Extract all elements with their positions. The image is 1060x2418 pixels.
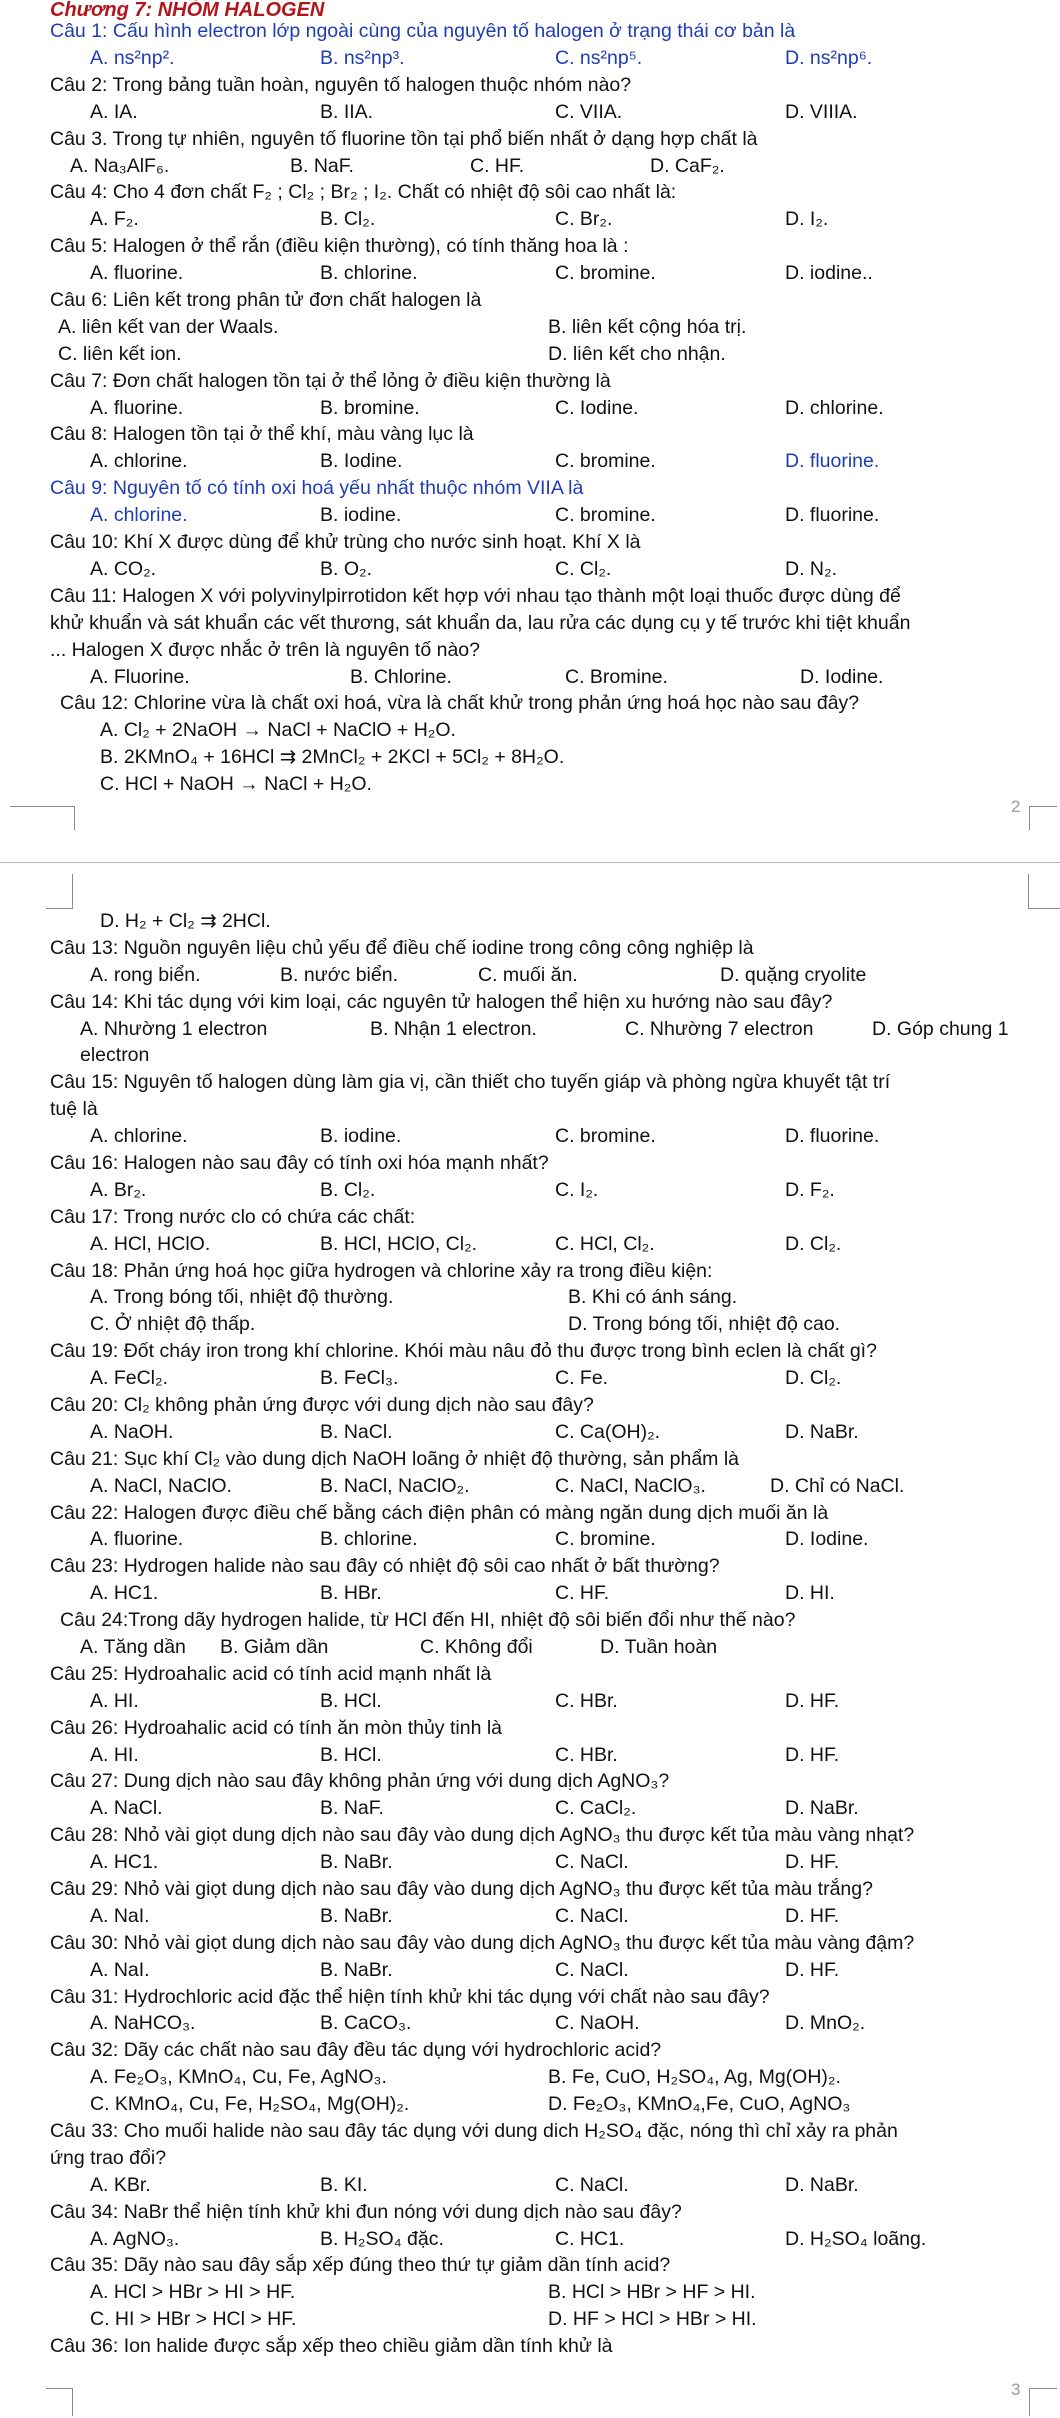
answer-option: D. chlorine. [785, 396, 884, 419]
answer-option: A. NaOH. [90, 1420, 174, 1443]
answer-option: B. CaCO₃. [320, 2012, 412, 2035]
question-stem: Câu 5: Halogen ở thể rắn (điều kiện thường), có tính thăng hoa là : [50, 235, 629, 258]
question-text: tuệ là [50, 1098, 98, 1121]
question-stem: Câu 30: Nhỏ vài giọt dung dịch nào sau đây vào dung dịch AgNO₃ thu được kết tủa màu vàng đậm? [50, 1931, 915, 1954]
question-stem: Câu 21: Sục khí Cl₂ vào dung dịch NaOH loãng ở nhiệt độ thường, sản phẩm là [50, 1447, 740, 1470]
answer-option: C. HBr. [555, 1743, 618, 1766]
answer-option: B. HCl. [320, 1689, 382, 1712]
answer-option: C. NaCl, NaClO₃. [555, 1474, 706, 1497]
answer-option: B. IIA. [320, 100, 374, 123]
answer-option: C. I₂. [555, 1178, 599, 1201]
answer-option: A. Na₃AlF₆. [70, 154, 170, 177]
answer-option: B. Chlorine. [350, 665, 452, 688]
question-stem: Câu 20: Cl₂ không phản ứng được với dung dịch nào sau đây? [50, 1394, 594, 1416]
answer-option: B. Fe, CuO, H₂SO₄, Ag, Mg(OH)₂. [548, 2066, 841, 2089]
answer-option: B. liên kết cộng hóa trị. [548, 315, 747, 338]
answer-option: C. NaCl. [555, 1904, 629, 1927]
answer-option: B. nước biển. [280, 963, 398, 986]
question-stem: Câu 19: Đốt cháy iron trong khí chlorine. Khói màu nâu đỏ thu được trong bình eclen là chất gì? [50, 1340, 877, 1363]
question-stem: Câu 33: Cho muối halide nào sau đây tác dụng với dung dich H₂SO₄ đặc, nóng thì chỉ xảy ra phản [50, 2120, 898, 2142]
question-stem: Câu 16: Halogen nào sau đây có tính oxi hóa mạnh nhất? [50, 1152, 549, 1174]
answer-option: C. HF. [555, 1582, 610, 1605]
answer-option: B. Khi có ánh sáng. [568, 1286, 738, 1309]
answer-option: B. H₂SO₄ đặc. [320, 2227, 444, 2250]
question-stem: Câu 28: Nhỏ vài giọt dung dịch nào sau đây vào dung dịch AgNO₃ thu được kết tủa màu vàng nhạt? [50, 1824, 915, 1847]
question-stem: Câu 6: Liên kết trong phân tử đơn chất halogen là [50, 289, 482, 311]
question-stem: Câu 26: Hydroahalic acid có tính ăn mòn thủy tinh là [50, 1716, 503, 1739]
answer-option: D. F₂. [785, 1178, 835, 1201]
answer-option: A. Fluorine. [90, 665, 190, 688]
answer-option: A. HI. [90, 1743, 139, 1766]
answer-option: B. KI. [320, 2173, 368, 2196]
answer-option: D. fluorine. [785, 450, 880, 473]
answer-option: A. NaI. [90, 1958, 150, 1981]
answer-option: C. Ca(OH)₂. [555, 1420, 661, 1443]
answer-option: B. NaF. [320, 1797, 384, 1820]
answer-option: D. Iodine. [800, 665, 884, 688]
answer-option: A. Tăng dần [80, 1636, 186, 1658]
question-stem: Câu 3. Trong tự nhiên, nguyên tố fluorine tồn tại phổ biến nhất ở dạng hợp chất là [50, 127, 758, 150]
question-text: ứng trao đổi? [50, 2146, 167, 2169]
question-stem: Câu 18: Phản ứng hoá học giữa hydrogen và chlorine xảy ra trong điều kiện: [50, 1259, 713, 1282]
page-number: 3 [1011, 2380, 1021, 2399]
answer-option: B. NaCl. [320, 1420, 393, 1443]
answer-option: C. bromine. [555, 450, 656, 473]
answer-option: D. HF. [785, 1851, 840, 1874]
question-stem: Câu 32: Dãy các chất nào sau đây đều tác dụng với hydrochloric acid? [50, 2039, 662, 2062]
answer-option: B. ns²np³. [320, 46, 405, 69]
page-corner-tick [1029, 806, 1030, 830]
answer-option: B. NaBr. [320, 1958, 393, 1981]
answer-option: B. NaF. [290, 154, 354, 177]
answer-option: D. VIIIA. [785, 100, 858, 123]
answer-option: B. Cl₂. [320, 1178, 376, 1201]
answer-option: A. ns²np². [90, 46, 175, 69]
answer-option: A. fluorine. [90, 262, 184, 285]
page-number: 2 [1011, 797, 1021, 816]
answer-option: A. HC1. [90, 1851, 159, 1874]
answer-option: C. NaCl. [555, 2173, 629, 2196]
answer-option: A. HCl, HClO. [90, 1232, 211, 1255]
answer-option: A. F₂. [90, 208, 139, 231]
answer-option: C. Fe. [555, 1367, 609, 1390]
answer-option: C. KMnO₄, Cu, Fe, H₂SO₄, Mg(OH)₂. [90, 2093, 410, 2116]
question-stem: Câu 2: Trong bảng tuần hoàn, nguyên tố halogen thuộc nhóm nào? [50, 73, 632, 96]
answer-option: C. NaOH. [555, 2012, 640, 2035]
answer-option: C. CaCl₂. [555, 1797, 637, 1820]
question-text: C. HCl + NaOH → NaCl + H₂O. [100, 773, 372, 796]
page-corner-tick [1029, 2388, 1030, 2416]
question-stem: Câu 27: Dung dịch nào sau đây không phản ứng với dung dịch AgNO₃? [50, 1770, 670, 1793]
question-stem: Câu 14: Khi tác dụng với kim loại, các nguyên tử halogen thể hiện xu hướng nào sau đây? [50, 990, 833, 1013]
answer-option: C. bromine. [555, 1125, 656, 1148]
question-stem: Câu 24:Trong dãy hydrogen halide, từ HCl đến HI, nhiệt độ sôi biến đổi như thế nào? [60, 1609, 796, 1632]
answer-option: D. NaBr. [785, 1797, 859, 1820]
answer-option: D. ns²np⁶. [785, 46, 873, 69]
page-corner-rule [1028, 908, 1060, 909]
question-text: khử khuẩn và sát khuẩn các vết thương, sát khuẩn da, lau rửa các dụng cụ y tế trước khi tiệt khuẩn [50, 611, 911, 634]
answer-option: A. liên kết van der Waals. [58, 315, 279, 338]
answer-option: D. H₂SO₄ loãng. [785, 2227, 927, 2250]
question-stem: Câu 8: Halogen tồn tại ở thể khí, màu vàng lục là [50, 423, 474, 446]
answer-option: B. O₂. [320, 557, 372, 580]
answer-option: D. Cl₂. [785, 1232, 842, 1255]
answer-option: D. N₂. [785, 557, 837, 580]
answer-option: C. ns²np⁵. [555, 46, 643, 69]
answer-option: A. HI. [90, 1689, 139, 1712]
answer-option: D. iodine.. [785, 262, 873, 285]
answer-option: D. Góp chung 1 [872, 1017, 1009, 1040]
answer-option: A. Fe₂O₃, KMnO₄, Cu, Fe, AgNO₃. [90, 2066, 387, 2089]
question-stem: Câu 34: NaBr thể hiện tính khử khi đun nóng với dung dịch nào sau đây? [50, 2200, 682, 2223]
answer-option: B. Iodine. [320, 450, 403, 473]
answer-option: C. bromine. [555, 1528, 656, 1551]
answer-option: B. iodine. [320, 1125, 402, 1148]
answer-option: D. Tuần hoàn [600, 1636, 718, 1658]
question-stem: Câu 31: Hydrochloric acid đặc thể hiện tính khử khi tác dụng với chất nào sau đây? [50, 1985, 770, 2008]
question-stem: Câu 22: Halogen được điều chế bằng cách điện phân có màng ngăn dung dịch muối ăn là [50, 1501, 829, 1524]
answer-option: B. NaBr. [320, 1904, 393, 1927]
answer-option: D. HI. [785, 1582, 835, 1605]
answer-option: B. chlorine. [320, 262, 418, 285]
question-stem: Câu 10: Khí X được dùng để khử trùng cho nước sinh hoạt. Khí X là [50, 531, 641, 553]
question-text: ... Halogen X được nhắc ở trên là nguyên tố nào? [50, 638, 480, 661]
answer-option: D. fluorine. [785, 504, 880, 527]
question-stem: Câu 17: Trong nước clo có chứa các chất: [50, 1205, 416, 1228]
answer-option: D. CaF₂. [650, 154, 725, 177]
question-stem: Câu 11: Halogen X với polyvinylpirrotidon kết hợp với nhau tạo thành một loại thuốc được dùng để [50, 584, 901, 607]
answer-option: A. NaCl. [90, 1797, 163, 1820]
page-separator [0, 862, 1060, 863]
answer-option: A. fluorine. [90, 396, 184, 419]
answer-option: A. Br₂. [90, 1178, 147, 1201]
answer-option: D. NaBr. [785, 2173, 859, 2196]
question-stem: Câu 1: Cấu hình electron lớp ngoài cùng của nguyên tố halogen ở trạng thái cơ bản là [50, 20, 796, 42]
page-corner-rule [46, 2388, 73, 2389]
answer-option: C. Iodine. [555, 396, 639, 419]
answer-option: A. FeCl₂. [90, 1367, 168, 1390]
answer-option: A. NaHCO₃. [90, 2012, 196, 2035]
answer-option: A. fluorine. [90, 1528, 184, 1551]
answer-option: A. NaI. [90, 1904, 150, 1927]
answer-option: B. Giảm dần [220, 1636, 329, 1658]
answer-option: A. IA. [90, 100, 138, 123]
answer-option: D. fluorine. [785, 1125, 880, 1148]
answer-option: D. Iodine. [785, 1528, 869, 1551]
answer-option: B. HBr. [320, 1582, 382, 1605]
answer-option: D. liên kết cho nhận. [548, 342, 726, 365]
answer-option: A. chlorine. [90, 504, 188, 527]
answer-option: C. HI > HBr > HCl > HF. [90, 2308, 297, 2331]
answer-option: C. NaCl. [555, 1958, 629, 1981]
answer-option: C. Bromine. [565, 665, 668, 688]
answer-option: B. HCl > HBr > HF > HI. [548, 2281, 756, 2304]
answer-option: B. FeCl₃. [320, 1367, 399, 1390]
answer-option: D. I₂. [785, 208, 829, 231]
answer-option: A. Nhường 1 electron [80, 1017, 268, 1040]
answer-option: B. bromine. [320, 396, 420, 419]
question-text: B. 2KMnO₄ + 16HCl ⇉ 2MnCl₂ + 2KCl + 5Cl₂ + 8H₂O. [100, 746, 565, 769]
answer-option: D. Fe₂O₃, KMnO₄,Fe, CuO, AgNO₃ [548, 2093, 851, 2116]
answer-option: D. Cl₂. [785, 1367, 842, 1390]
page-corner-rule [1029, 2388, 1057, 2389]
answer-option: D. NaBr. [785, 1420, 859, 1443]
question-stem: Câu 23: Hydrogen halide nào sau đây có nhiệt độ sôi cao nhất ở bất thường? [50, 1555, 720, 1578]
answer-option: C. VIIA. [555, 100, 623, 123]
answer-option: D. Chỉ có NaCl. [770, 1474, 905, 1497]
answer-option: D. HF. [785, 1904, 840, 1927]
answer-option: C. liên kết ion. [58, 342, 182, 365]
page-corner-rule [1029, 806, 1057, 807]
page-corner-tick [74, 806, 75, 830]
answer-option: A. KBr. [90, 2173, 151, 2196]
answer-option: B. iodine. [320, 504, 402, 527]
page-corner-tick [1028, 874, 1029, 908]
answer-option: D. Trong bóng tối, nhiệt độ cao. [568, 1313, 841, 1336]
answer-option: C. bromine. [555, 262, 656, 285]
answer-option: A. CO₂. [90, 557, 157, 580]
answer-option: A. HCl > HBr > HI > HF. [90, 2281, 296, 2304]
answer-option: A. Trong bóng tối, nhiệt độ thường. [90, 1286, 394, 1309]
question-stem: Câu 9: Nguyên tố có tính oxi hoá yếu nhất thuộc nhóm VIIA là [50, 477, 584, 500]
answer-option: C. HC1. [555, 2227, 625, 2250]
answer-option: C. HCl, Cl₂. [555, 1232, 655, 1255]
answer-option: C. bromine. [555, 504, 656, 527]
answer-option: A. rong biển. [90, 963, 201, 986]
chapter-title: Chương 7: NHÓM HALOGEN [50, 0, 325, 21]
question-stem: Câu 25: Hydroahalic acid có tính acid mạnh nhất là [50, 1662, 492, 1685]
question-stem: Câu 4: Cho 4 đơn chất F₂ ; Cl₂ ; Br₂ ; I₂. Chất có nhiệt độ sôi cao nhất là: [50, 181, 677, 204]
answer-option: A. chlorine. [90, 450, 188, 473]
question-text: electron [80, 1044, 150, 1067]
page-corner-rule [46, 908, 73, 909]
question-text: D. H₂ + Cl₂ ⇉ 2HCl. [100, 910, 271, 932]
answer-option: C. HBr. [555, 1689, 618, 1712]
answer-option: C. HF. [470, 154, 525, 177]
answer-option: B. HCl. [320, 1743, 382, 1766]
question-stem: Câu 29: Nhỏ vài giọt dung dịch nào sau đây vào dung dịch AgNO₃ thu được kết tủa màu trắng? [50, 1878, 873, 1900]
answer-option: A. AgNO₃. [90, 2227, 180, 2250]
answer-option: D. HF. [785, 1743, 840, 1766]
page-corner-rule [10, 806, 74, 807]
answer-option: D. HF. [785, 1958, 840, 1981]
answer-option: C. Cl₂. [555, 557, 612, 580]
answer-option: B. NaBr. [320, 1851, 393, 1874]
question-stem: Câu 7: Đơn chất halogen tồn tại ở thể lỏng ở điều kiện thường là [50, 369, 611, 392]
answer-option: C. Nhường 7 electron [625, 1017, 814, 1040]
answer-option: C. Br₂. [555, 208, 613, 231]
answer-option: B. NaCl, NaClO₂. [320, 1474, 470, 1497]
question-stem: Câu 15: Nguyên tố halogen dùng làm gia vị, cần thiết cho tuyến giáp và phòng ngừa khuyết tật trí [50, 1071, 891, 1094]
answer-option: C. Ở nhiệt độ thấp. [90, 1313, 256, 1336]
question-text: A. Cl₂ + 2NaOH → NaCl + NaClO + H₂O. [100, 719, 456, 742]
answer-option: A. HC1. [90, 1582, 159, 1605]
answer-option: C. muối ăn. [478, 963, 578, 986]
answer-option: B. Cl₂. [320, 208, 376, 231]
answer-option: B. HCl, HClO, Cl₂. [320, 1232, 478, 1255]
answer-option: D. HF. [785, 1689, 840, 1712]
page-corner-tick [72, 2388, 73, 2416]
answer-option: C. NaCl. [555, 1851, 629, 1874]
question-stem: Câu 36: Ion halide được sắp xếp theo chiều giảm dần tính khử là [50, 2335, 613, 2358]
question-stem: Câu 13: Nguồn nguyên liệu chủ yếu để điều chế iodine trong công công nghiệp là [50, 936, 754, 959]
answer-option: B. chlorine. [320, 1528, 418, 1551]
answer-option: D. MnO₂. [785, 2012, 866, 2035]
answer-option: A. chlorine. [90, 1125, 188, 1148]
answer-option: D. HF > HCl > HBr > HI. [548, 2308, 757, 2331]
answer-option: C. Không đổi [420, 1636, 533, 1658]
answer-option: D. quặng cryolite [720, 963, 867, 986]
answer-option: B. Nhận 1 electron. [370, 1017, 537, 1040]
page-corner-tick [72, 874, 73, 908]
answer-option: A. NaCl, NaClO. [90, 1474, 232, 1497]
question-stem: Câu 12: Chlorine vừa là chất oxi hoá, vừa là chất khử trong phản ứng hoá học nào sau đây? [60, 692, 860, 715]
question-stem: Câu 35: Dãy nào sau đây sắp xếp đúng theo thứ tự giảm dần tính acid? [50, 2254, 671, 2277]
